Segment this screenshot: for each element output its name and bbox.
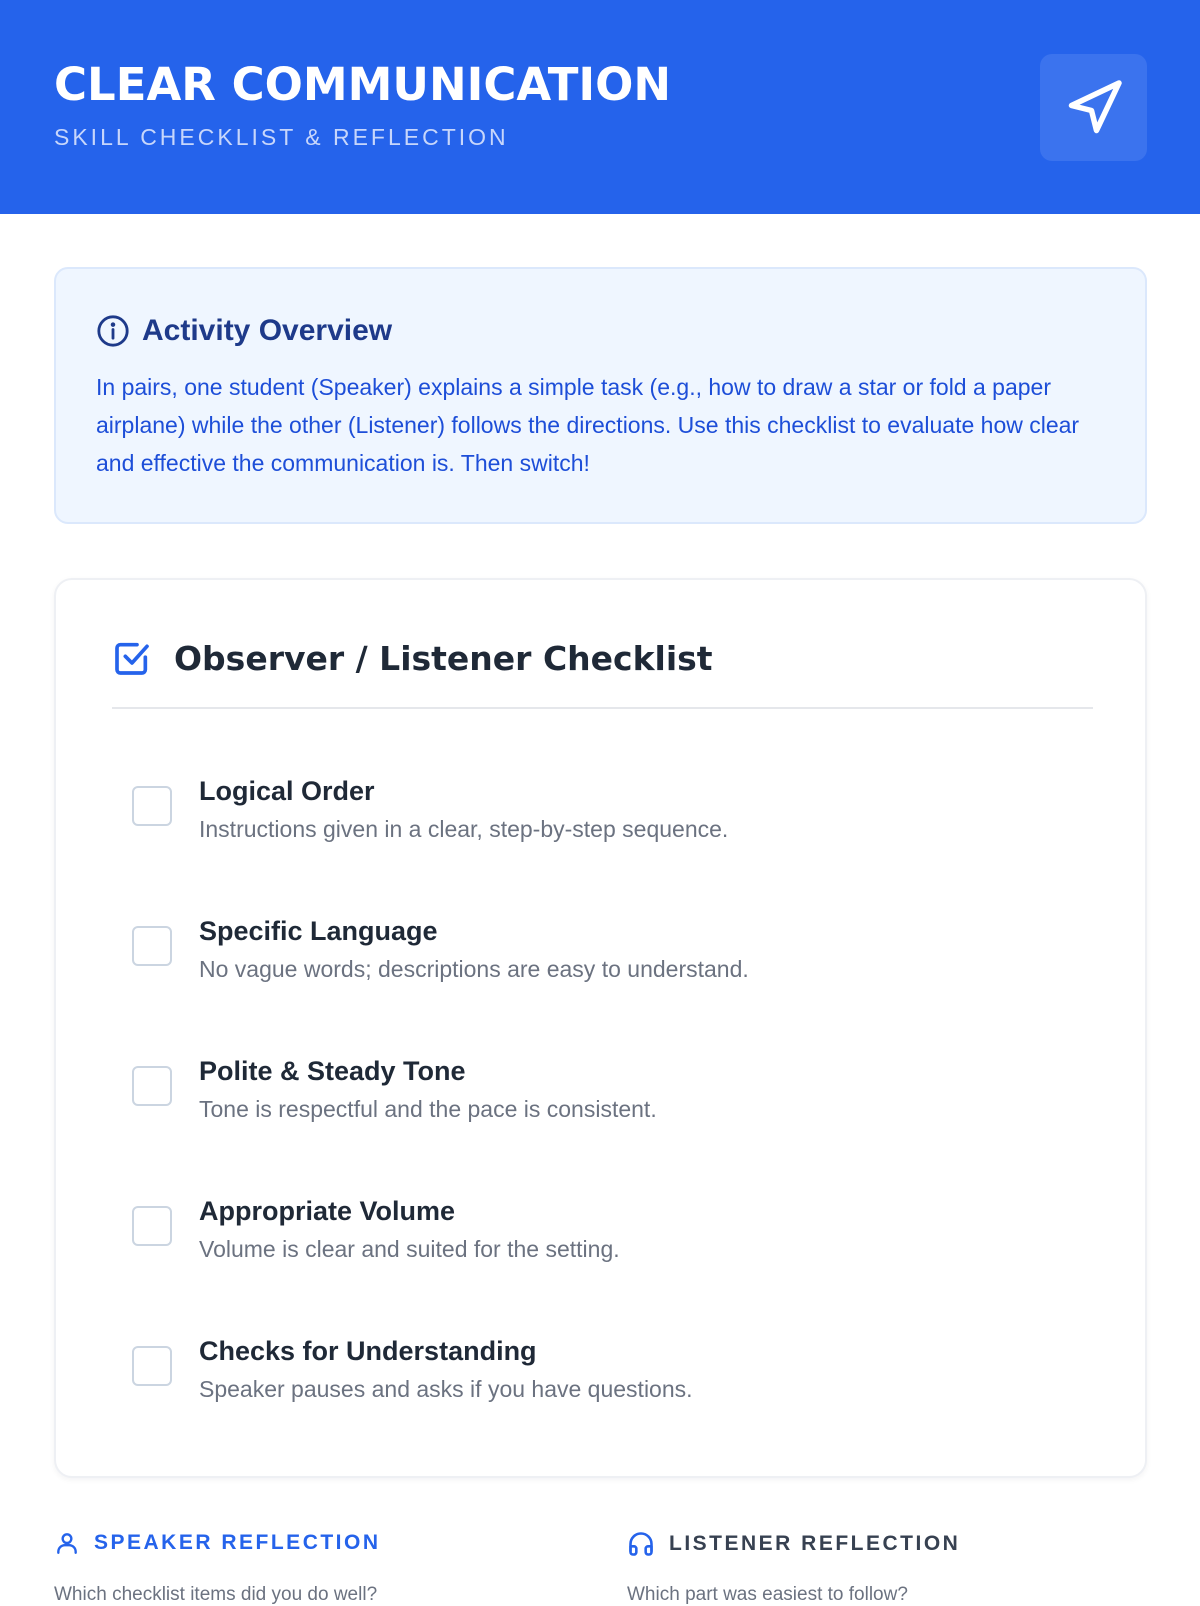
divider <box>112 707 1093 709</box>
overview-heading <box>96 314 392 348</box>
activity-overview-card <box>54 267 1147 524</box>
checkbox[interactable] <box>132 1066 172 1106</box>
speaker-reflection-prompt: Which checklist items did you do well? <box>54 1584 378 1605</box>
listener-reflection-label: LISTENER REFLECTION <box>669 1532 961 1555</box>
checkbox[interactable] <box>132 926 172 966</box>
checklist-item-description: Instructions given in a clear, step-by-step sequence. <box>199 816 729 842</box>
send-button[interactable] <box>1040 54 1147 161</box>
info-icon <box>96 314 130 348</box>
checklist-item[interactable] <box>132 1056 1092 1136</box>
speaker-reflection-label: SPEAKER REFLECTION <box>94 1531 381 1554</box>
checkbox[interactable] <box>132 1346 172 1386</box>
page-subtitle: SKILL CHECKLIST & REFLECTION <box>54 124 509 150</box>
checklist-item-description: Speaker pauses and asks if you have questions. <box>199 1376 693 1402</box>
listener-reflection-prompt: Which part was easiest to follow? <box>627 1584 908 1605</box>
checklist-item-title: Checks for Understanding <box>199 1336 537 1366</box>
listener-reflection-heading <box>627 1530 960 1558</box>
checklist-heading <box>112 638 713 678</box>
checklist-item[interactable] <box>132 916 1092 996</box>
checklist-item[interactable] <box>132 776 1092 856</box>
checkbox-checked-icon <box>112 638 152 678</box>
checkbox[interactable] <box>132 786 172 826</box>
checklist-title: Observer / Listener Checklist <box>174 638 713 678</box>
checklist-item-description: No vague words; descriptions are easy to understand. <box>199 956 749 982</box>
page-title: CLEAR COMMUNICATION <box>54 58 672 111</box>
checklist-item-title: Appropriate Volume <box>199 1196 456 1226</box>
headphones-icon <box>627 1530 655 1558</box>
user-icon <box>54 1530 80 1556</box>
page-header <box>0 0 1200 214</box>
checklist-item-title: Polite & Steady Tone <box>199 1056 466 1086</box>
checklist-item-description: Tone is respectful and the pace is consistent. <box>199 1096 657 1122</box>
speaker-reflection-heading <box>54 1530 381 1556</box>
checklist-item-description: Volume is clear and suited for the setting. <box>199 1236 620 1262</box>
overview-title: Activity Overview <box>142 314 393 347</box>
send-icon <box>1064 78 1124 138</box>
checklist-item-title: Specific Language <box>199 916 438 946</box>
overview-text: In pairs, one student (Speaker) explains a simple task (e.g., how to draw a star or fold a paper airplane) while the other (Listener) follows the directions. Use this checklist to evaluate how clear and effective the communication is. Then switch! <box>96 374 1080 476</box>
checklist-item[interactable] <box>132 1336 1092 1416</box>
checkbox[interactable] <box>132 1206 172 1246</box>
checklist-item[interactable] <box>132 1196 1092 1276</box>
checklist-item-title: Logical Order <box>199 776 375 806</box>
observer-checklist-card <box>54 578 1147 1478</box>
